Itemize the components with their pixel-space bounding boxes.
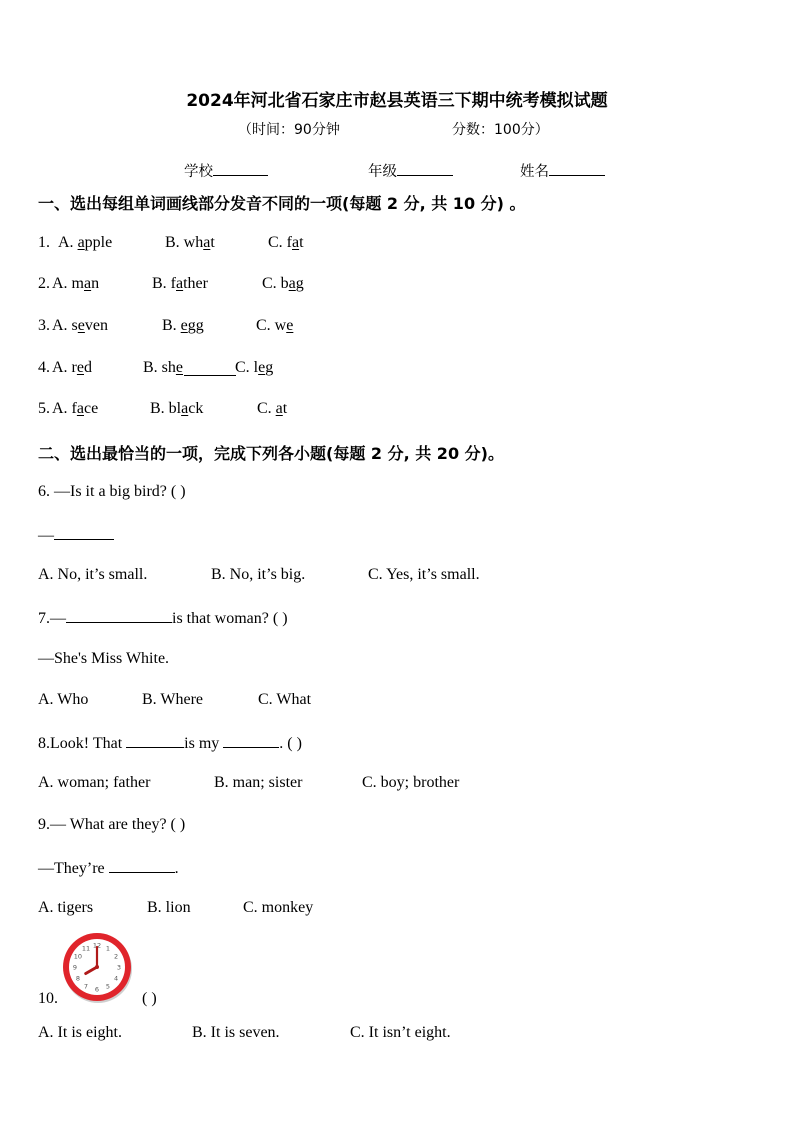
school-label: 学校	[184, 164, 213, 180]
q9-option-a[interactable]: A. tigers	[38, 899, 94, 916]
word-part: ven	[84, 317, 108, 334]
clock-number: 5	[105, 982, 111, 991]
question-number: 2.	[38, 275, 50, 292]
q7-blank[interactable]	[66, 608, 172, 623]
clock-number: 3	[116, 963, 122, 972]
underlined-letter: a	[203, 234, 211, 251]
grade-label: 年级	[368, 164, 397, 180]
underlined-letter: e	[77, 317, 85, 334]
q8-blank-2[interactable]	[223, 733, 279, 748]
option-c[interactable]	[262, 275, 304, 293]
option-c[interactable]	[256, 317, 293, 335]
word-part: gg	[187, 317, 204, 334]
clock-number: 10	[73, 952, 83, 961]
grade-field[interactable]	[368, 160, 453, 181]
question-10-paren: ( )	[142, 990, 157, 1007]
q9-option-c[interactable]: C. monkey	[243, 899, 314, 916]
clock-icon	[60, 930, 134, 1004]
question-7-reply: —She's Miss White.	[38, 650, 170, 667]
clock-number: 1	[105, 944, 111, 953]
underlined-letter: e	[76, 359, 84, 376]
name-label: 姓名	[520, 164, 549, 180]
underlined-letter: a	[84, 275, 92, 292]
word-part: A. f	[52, 400, 77, 417]
q7-num: 7.—	[38, 610, 66, 627]
option-a[interactable]	[52, 317, 108, 335]
option-a[interactable]	[52, 275, 99, 293]
clock-number: 11	[81, 944, 91, 953]
option-b[interactable]	[150, 400, 203, 418]
question-number: 4.	[38, 359, 50, 376]
question-6-stem: 6. —Is it a big bird? ( )	[38, 483, 186, 500]
q6-option-b[interactable]: B. No, it’s big.	[211, 566, 306, 583]
word-part: t	[282, 400, 288, 417]
option-a[interactable]	[52, 359, 92, 377]
school-blank[interactable]	[213, 161, 268, 176]
word-part: C. w	[256, 317, 287, 334]
word-part: B. wh	[165, 234, 204, 251]
q9-reply-end: .	[174, 860, 179, 877]
q4-underline-gap	[184, 375, 236, 376]
underlined-letter: e	[258, 359, 266, 376]
option-b[interactable]	[162, 317, 204, 335]
q8-option-c[interactable]: C. boy; brother	[362, 774, 460, 791]
option-a[interactable]	[52, 400, 98, 418]
q8-part3: . ( )	[279, 735, 302, 752]
exam-title: 2024年河北省石家庄市赵县英语三下期中统考模拟试题	[186, 91, 608, 111]
q9-reply-start: —They’re	[38, 860, 109, 877]
underlined-letter: a	[77, 234, 85, 251]
word-part: B. bl	[150, 400, 182, 417]
word-part: n	[91, 275, 100, 292]
word-part: ce	[84, 400, 99, 417]
word-part: t	[299, 234, 304, 251]
option-b[interactable]	[165, 234, 215, 252]
option-c[interactable]	[257, 400, 287, 418]
word-part: g	[265, 359, 274, 376]
clock-number: 6	[94, 985, 100, 994]
word-part: C. f	[268, 234, 292, 251]
section1-title: 一、选出每组单词画线部分发音不同的一项(每题 2 分, 共 10 分) 。	[38, 194, 526, 213]
q10-option-c[interactable]: C. It isn’t eight.	[350, 1024, 451, 1041]
word-part: A.	[58, 234, 78, 251]
option-c[interactable]	[235, 359, 273, 377]
question-10-num: 10.	[38, 990, 58, 1007]
underlined-letter: a	[275, 400, 283, 417]
exam-time: （时间：90分钟	[238, 122, 340, 138]
clock-number: 8	[75, 974, 81, 983]
q9-option-b[interactable]: B. lion	[147, 899, 191, 916]
word-part: C.	[257, 400, 276, 417]
q8-blank-1[interactable]	[126, 733, 184, 748]
underlined-letter: e	[175, 359, 184, 376]
word-part: d	[84, 359, 92, 376]
option-b[interactable]	[143, 359, 183, 377]
question-number: 1.	[38, 234, 50, 251]
question-8-stem	[38, 733, 302, 753]
q8-option-a[interactable]: A. woman; father	[38, 774, 151, 791]
answer-blank[interactable]	[54, 525, 114, 540]
q6-option-c[interactable]: C. Yes, it’s small.	[368, 566, 480, 583]
option-a[interactable]	[58, 234, 112, 252]
name-field[interactable]	[520, 160, 605, 181]
clock-number: 12	[92, 941, 102, 950]
option-b[interactable]	[152, 275, 208, 293]
clock-number: 2	[113, 952, 119, 961]
clock-number: 9	[72, 963, 78, 972]
clock-center	[95, 965, 99, 969]
word-part: g	[295, 275, 304, 292]
word-part: A. s	[52, 317, 78, 334]
section2-title: 二、选出最恰当的一项，完成下列各小题(每题 2 分, 共 20 分)。	[38, 444, 504, 463]
question-number: 3.	[38, 317, 50, 334]
q8-part2: is my	[184, 735, 224, 752]
dash: —	[38, 527, 54, 544]
word-part: B.	[162, 317, 181, 334]
underlined-letter: a	[181, 400, 189, 417]
word-part: ck	[188, 400, 204, 417]
q9-blank[interactable]	[109, 858, 175, 873]
q7-option-c[interactable]: C. What	[258, 691, 312, 708]
word-part: B. f	[152, 275, 176, 292]
word-part: pple	[84, 234, 113, 251]
question-9-stem: 9.— What are they? ( )	[38, 816, 186, 833]
word-part: B. sh	[143, 359, 176, 376]
word-part: A. r	[52, 359, 77, 376]
name-blank[interactable]	[549, 161, 605, 176]
underlined-letter: a	[292, 234, 300, 251]
underlined-letter: e	[180, 317, 188, 334]
exam-score: 分数：100分）	[452, 122, 549, 138]
word-part: ther	[183, 275, 208, 292]
school-field[interactable]	[184, 160, 268, 181]
q6-option-a[interactable]: A. No, it’s small.	[38, 566, 148, 583]
question-number: 5.	[38, 400, 50, 417]
q10-option-a[interactable]: A. It is eight.	[38, 1024, 122, 1041]
underlined-letter: e	[286, 317, 294, 334]
clock-number: 7	[83, 982, 89, 991]
q7-option-a[interactable]: A. Who	[38, 691, 89, 708]
word-part: t	[210, 234, 215, 251]
word-part: C. l	[235, 359, 259, 376]
underlined-letter: a	[176, 275, 184, 292]
q10-option-b[interactable]: B. It is seven.	[192, 1024, 280, 1041]
word-part: C. b	[262, 275, 289, 292]
q8-part1: 8.Look! That	[38, 735, 127, 752]
q8-option-b[interactable]: B. man; sister	[214, 774, 303, 791]
clock-number: 4	[113, 974, 119, 983]
q7-stem-rest: is that woman? ( )	[172, 610, 288, 627]
q7-option-b[interactable]: B. Where	[142, 691, 204, 708]
word-part: A. m	[52, 275, 84, 292]
underlined-letter: a	[288, 275, 296, 292]
question-9-reply	[38, 858, 179, 878]
question-6-answer-line	[38, 525, 114, 545]
underlined-letter: a	[76, 400, 84, 417]
question-7-stem	[38, 608, 288, 628]
grade-blank[interactable]	[397, 161, 453, 176]
option-c[interactable]	[268, 234, 304, 252]
